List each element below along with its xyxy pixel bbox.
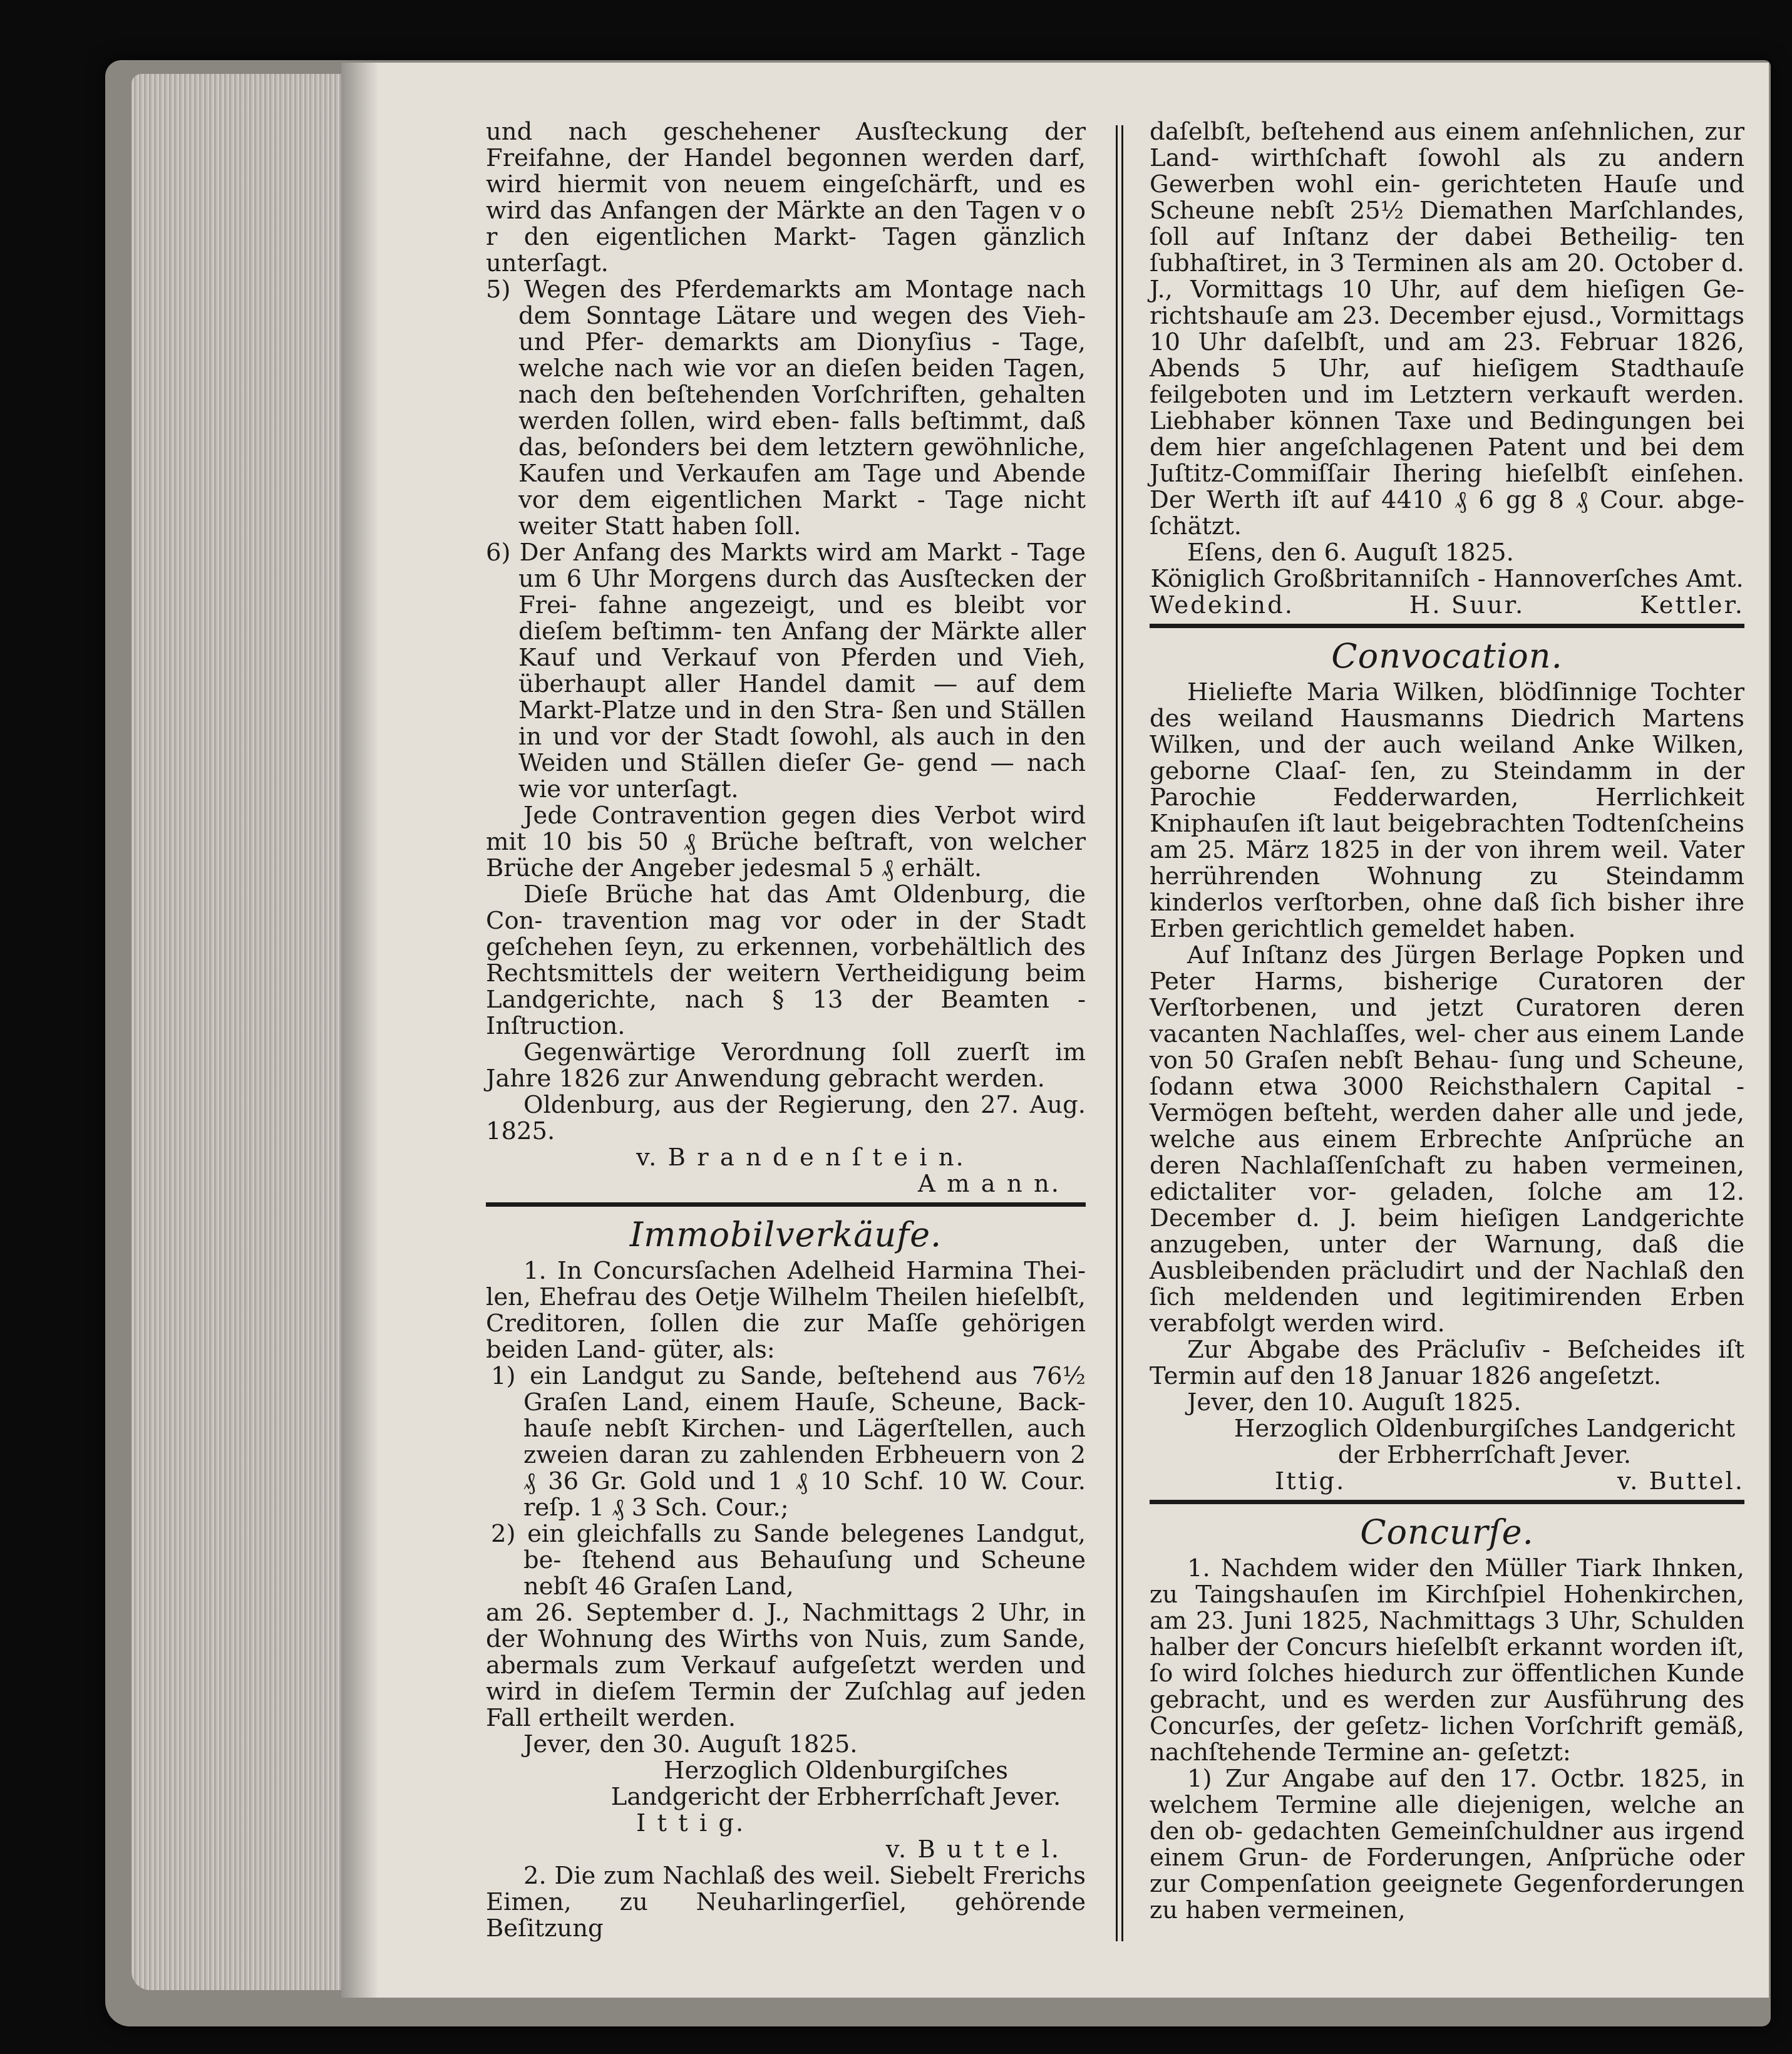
paragraph: Jede Contravention gegen dies Verbot wird mit 10 bis 50 ₰ Brüche beſtraft, von welcher Brüche der Angeber jedesmal 5 ₰ erhält. <box>486 802 1086 882</box>
gutter-shadow <box>341 63 379 1998</box>
section-heading: Concurſe. <box>1360 1512 1534 1552</box>
paragraph: 5) Wegen des Pferdemarkts am Montage nach dem Sonntage Lätare und wegen des Vieh- und Pfer- demarkts am Dionyſius - Tage, welche nach wie vor an dieſen beiden Tagen, nach den beſtehenden Vorſchriften, gehalten werden ſollen, wird eben- falls beſtimmt, daß das, beſonders bei dem letztern gewöhnliche, Kaufen und Verkaufen am Tage und Abende vor dem eigentlichen Markt - Tage nicht weiter Statt haben ſoll. <box>486 276 1086 540</box>
column-divider <box>1116 125 1123 1941</box>
paragraph: 1. In Concursſachen Adelheid Harmina Thei- len, Ehefrau des Oetje Wilhelm Theilen hieſelbſt, Creditoren, ſollen die zur Maſſe gehörigen beiden Land- güter, als: <box>486 1257 1086 1364</box>
issuer: Königlich Großbritanniſch - Hannoverſches Amt. <box>1150 565 1744 593</box>
paragraph: 2. Die zum Nachlaß des weil. Siebelt Frerichs Eimen, zu Neuharlingerſiel, gehörende Beſitzung <box>486 1862 1086 1943</box>
paragraph: Eſens, den 6. Auguſt 1825. <box>1187 539 1514 567</box>
signature: Kettler. <box>1640 591 1744 619</box>
signature: v. Buttel. <box>1617 1467 1744 1495</box>
paragraph: 1) Zur Angabe auf den 17. Octbr. 1825, in welchem Termine alle diejenigen, welche an den ob- gedachten Gemeinſchuldner aus irgend einem Grun- de Forderungen, Anſprüche oder zur Compenſation geeignete Gegenforderungen zu haben vermeinen, <box>1150 1765 1744 1924</box>
section-rule <box>1150 1500 1744 1504</box>
signature: A m a n n. <box>917 1170 1061 1198</box>
section-rule <box>1150 624 1744 628</box>
list-item: 1) ein Landgut zu Sande, beſtehend aus 76½ Graſen Land, einem Hauſe, Scheune, Back- hauſe nebſt Kirchen- und Lägerſtellen, auch zweien daran zu zahlenden Erbheuern von 2 ₰ 36 Gr. Gold und 1 ₰ 10 Schf. 10 W. Cour. reſp. 1 ₰ 3 Sch. Cour.; <box>491 1362 1086 1522</box>
signature-row <box>1150 1468 1744 1495</box>
section-rule <box>486 1202 1086 1207</box>
signature: v. B u t t e l. <box>885 1835 1061 1864</box>
signature: H. Suur. <box>1409 591 1525 619</box>
paragraph: Dieſe Brüche hat das Amt Oldenburg, die Con- travention mag vor oder in der Stadt geſchehen ſeyn, zu erkennen, vorbehältlich des Rechtsmittels der weitern Vertheidigung beim Landgerichte, nach § 13 der Beamten - Inſtruction. <box>486 880 1086 1040</box>
paragraph: Gegenwärtige Verordnung ſoll zuerſt im Jahre 1826 zur Anwendung gebracht werden. <box>486 1038 1086 1093</box>
section-heading: Convocation. <box>1331 636 1563 676</box>
signature: v. B r a n d e n ſ t e i n. <box>636 1143 966 1172</box>
signature: Ittig. <box>1275 1467 1346 1495</box>
paragraph: 1. Nachdem wider den Müller Tiark Ihnken, zu Taingshauſen im Kirchſpiel Hohenkirchen, am 23. Juni 1825, Nachmittags 3 Uhr, Schulden halber der Concurs hieſelbſt erkannt worden iſt, ſo wird ſolches hiedurch zur öffentlichen Kunde gebracht, und es werden zur Ausführung des Concurſes, der geſetz- lichen Vorſchrift gemäß, nachſtehende Termine an- geſetzt: <box>1150 1554 1744 1767</box>
paragraph: und nach geschehener Ausſteckung der Freifahne, der Handel begonnen werden darf, wird hiermit von neuem eingeſchärft, und es wird das Anfangen der Märkte an den Tagen v o r den eigentlichen Markt- Tagen gänzlich unterſagt. <box>486 118 1086 277</box>
signature-row <box>1150 592 1744 619</box>
paragraph: Zur Abgabe des Präcluſiv - Beſcheides iſt Termin auf den 18 Januar 1826 angeſetzt. <box>1150 1336 1744 1390</box>
issuer: Herzoglich Oldenburgiſches Landgericht der Erbherrſchaft Jever. <box>1233 1415 1736 1469</box>
page-edges <box>131 74 357 1990</box>
section-heading: Immobilverkäufe. <box>629 1215 942 1254</box>
paragraph: Jever, den 30. Auguſt 1825. <box>523 1730 858 1758</box>
paragraph: Jever, den 10. Auguſt 1825. <box>1187 1388 1522 1417</box>
paragraph: daſelbſt, beſtehend aus einem anſehnlichen, zur Land- wirthſchaft ſowohl als zu andern Gewerben wohl ein- gerichteten Hauſe und Scheune nebſt 25½ Diemathen Marſchlandes, ſoll auf Inſtanz der dabei Betheilig- ten ſubhaſtiret, in 3 Terminen als am 20. October d. J., Vormittags 10 Uhr, auf dem hieſigen Ge- richtshauſe am 23. December ejusd., Vormittags 10 Uhr daſelbſt, und am 23. Februar 1826, Abends 5 Uhr, auf hieſigem Stadthauſe feilgeboten und im Letztern verkauft werden. Liebhaber können Taxe und Bedingungen bei dem hier angeſchlagenen Patent und bei dem Juſtitz-Commiſſair Ihering hieſelbſt einſehen. Der Werth iſt auf 4410 ₰ 6 gg 8 ₰ Cour. abge- ſchätzt. <box>1150 118 1744 540</box>
issuer: Herzoglich Oldenburgiſches Landgericht der Erbherrſchaft Jever. <box>610 1757 1061 1811</box>
paragraph: Hieliefte Maria Wilken, blödſinnige Tochter des weiland Hausmanns Diedrich Martens Wilken, und der auch weiland Anke Wilken, geborne Claaſ- ſen, zu Steindamm in der Parochie Fedderwarden, Herrlichkeit Kniphauſen iſt laut beigebrachten Todtenſcheins am 25. März 1825 in der von ihrem weil. Vater herrührenden Wohnung zu Steindamm kinderlos verſtorben, ohne daß ſich bisher ihre Erben gerichtlich gemeldet haben. <box>1150 678 1744 943</box>
paragraph: 6) Der Anfang des Markts wird am Markt - Tage um 6 Uhr Morgens durch das Ausſtecken der Frei- fahne angezeigt, und es bleibt vor dieſem beſtimm- ten Anfang der Märkte aller Kauf und Verkauf von Pferden und Vieh, überhaupt aller Handel damit — auf dem Markt-Platze und in den Stra- ßen und Ställen in und vor der Stadt ſowohl, als auch in den Weiden und Ställen dieſer Ge- gend — nach wie vor unterſagt. <box>486 539 1086 803</box>
signature: I t t i g. <box>636 1809 746 1837</box>
paragraph: Oldenburg, aus der Regierung, den 27. Aug. 1825. <box>486 1091 1086 1145</box>
paragraph: am 26. September d. J., Nachmittags 2 Uhr, in der Wohnung des Wirths von Nuis, zum Sande, abermals zum Verkauf aufgeſetzt werden und wird in dieſem Termin der Zuſchlag auf jeden Fall ertheilt werden. <box>486 1599 1086 1732</box>
right-column <box>1150 119 1744 1924</box>
left-column <box>486 119 1086 1942</box>
signature: Wedekind. <box>1150 591 1294 619</box>
list-item: 2) ein gleichfalls zu Sande belegenes Landgut, be- ſtehend aus Behauſung und Scheune nebſt 46 Graſen Land, <box>491 1520 1086 1601</box>
paragraph: Auf Inſtanz des Jürgen Berlage Popken und Peter Harms, bisherige Curatoren der Verſtorbenen, und jetzt Curatoren deren vacanten Nachlaſſes, wel- cher aus einem Lande von 50 Graſen nebſt Behau- ſung und Scheune, ſodann etwa 3000 Reichsthalern Capital - Vermögen beſteht, werden daher alle und jede, welche aus einem Erbrechte Anſprüche an deren Nachlaſſenſchaft zu haben vermeinen, edictaliter vor- geladen, ſolche am 12. December d. J. beim hieſigen Landgerichte anzugeben, unter der Warnung, daß die Ausbleibenden präcludirt und der Nachlaß den ſich meldenden und legitimirenden Erben verabfolgt werden wird. <box>1150 941 1744 1338</box>
